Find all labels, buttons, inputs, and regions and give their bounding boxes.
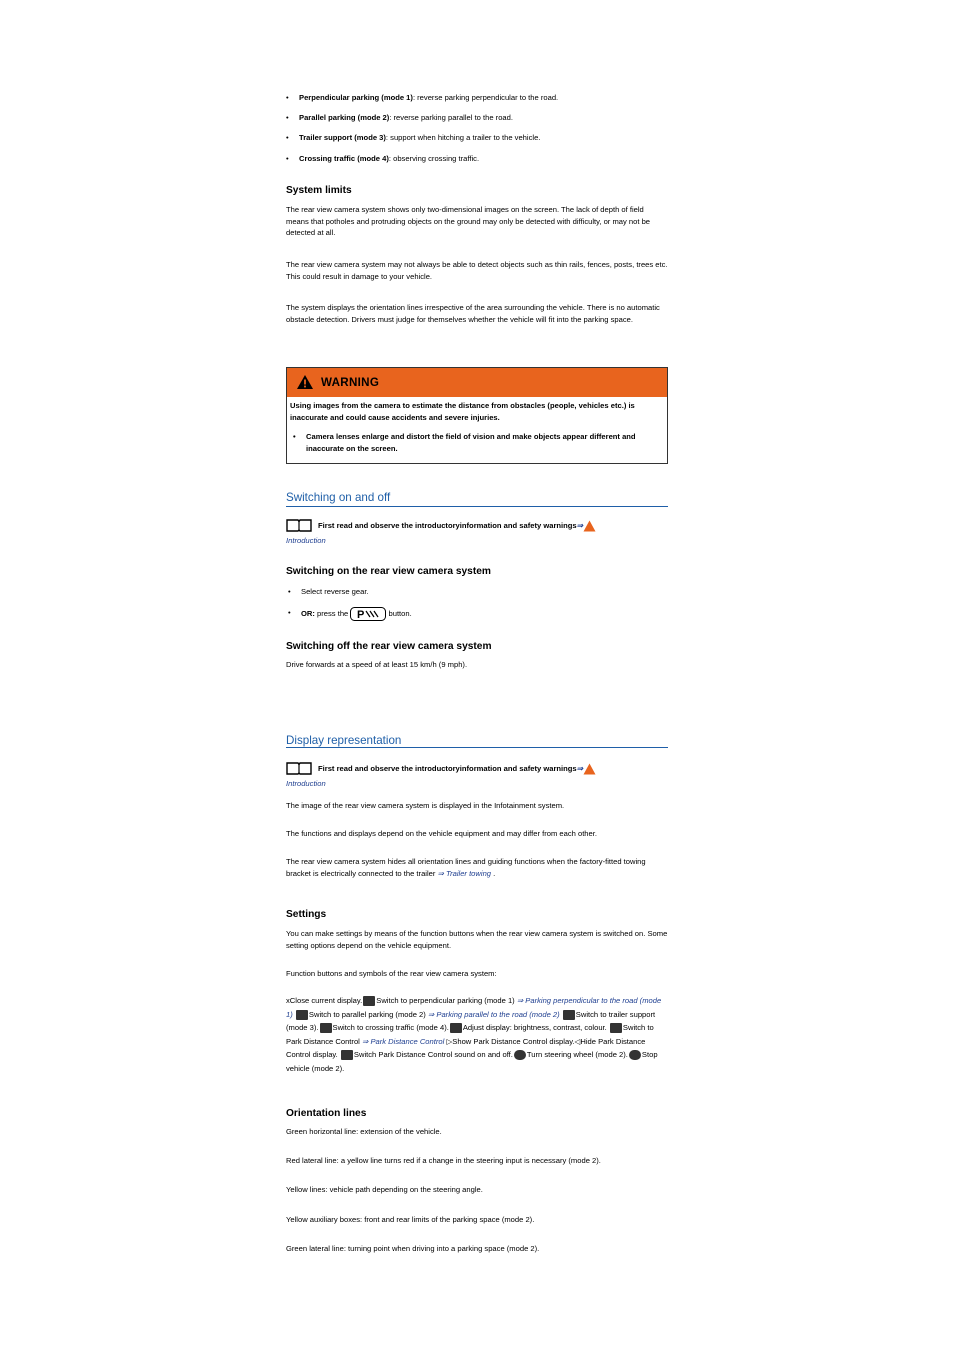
book-icon <box>286 518 312 532</box>
hide-pdc-icon: ◁ <box>574 1036 581 1046</box>
warning-bullet: • Camera lenses enlarge and distort the field of vision and make objects appear different and inaccurate on the screen. <box>293 432 636 453</box>
heading-rule <box>286 506 668 507</box>
warning-label: WARNING <box>321 376 380 389</box>
pdc-link[interactable]: ⇒ Park Distance Control <box>361 1036 445 1046</box>
paragraph: The rear view camera system hides all orientation lines and guiding functions when the factory-fitted towing bracket is electrically connected to the trailer ⇒ Trailer towing . <box>286 857 646 878</box>
paragraph: Red lateral line: a yellow line turns red if a change in the steering input is necessary (mode 2). <box>286 1156 601 1165</box>
paragraph: The rear view camera system shows only two-dimensional images on the screen. The lack of depth of field means that potholes and protruding objects on the ground may only be detected with difficulty, or may not be detected at all. <box>286 205 651 238</box>
svg-text:P: P <box>357 609 365 621</box>
paragraph: Yellow auxiliary boxes: front and rear limits of the parking space (mode 2). <box>286 1215 535 1224</box>
sound-icon <box>341 1050 353 1060</box>
paragraph: The system displays the orientation lines irrespective of the area surrounding the vehicle. There is no automatic obstacle detection. Drivers must judge for themselves whether the vehicle will fit into the parking space. <box>286 303 660 324</box>
trailer-towing-link[interactable]: ⇒ Trailer towing <box>437 868 492 878</box>
mode-icon <box>610 1023 622 1033</box>
paragraph: Green horizontal line: extension of the vehicle. <box>286 1127 442 1136</box>
introduction-link[interactable]: Introduction <box>286 536 326 545</box>
warning-triangle-icon <box>296 374 314 395</box>
mode-icon <box>450 1023 462 1033</box>
paragraph: You can make settings by means of the function buttons when the rear view camera system is switched on. Some setting options depend on the vehicle equipment. <box>286 929 668 950</box>
book-icon <box>286 761 312 775</box>
heading-rule <box>286 747 668 748</box>
section-heading: Orientation lines <box>286 1108 367 1119</box>
introduction-link[interactable]: Introduction <box>286 779 326 788</box>
warning-header <box>287 368 667 397</box>
intro-text: First read and observe the introductoryinformation and safety warnings⇒ <box>318 520 596 532</box>
section-heading: Settings <box>286 909 327 920</box>
mode-icon <box>563 1010 575 1020</box>
mode-icon <box>320 1023 332 1033</box>
paragraph: The image of the rear view camera system is displayed in the Infotainment system. <box>286 801 565 810</box>
section-heading: Switching on and off <box>286 491 391 504</box>
section-heading: Display representation <box>286 734 402 747</box>
section-heading: Switching on the rear view camera system <box>286 566 491 577</box>
section-heading: Switching off the rear view camera system <box>286 641 492 652</box>
mode2-link[interactable]: ⇒ Parking parallel to the road (mode 2) <box>427 1009 560 1019</box>
paragraph: Drive forwards at a speed of at least 15 km/h (9 mph). <box>286 660 468 669</box>
show-pdc-icon: ▷ <box>446 1036 453 1046</box>
warning-triangle-icon <box>583 520 596 532</box>
warning-triangle-icon <box>583 763 596 775</box>
paragraph: Function buttons and symbols of the rear view camera system: <box>286 969 497 978</box>
mode1-link[interactable]: ⇒ Parking perpendicular to the road (mode 1) <box>286 996 662 1019</box>
function-buttons-list: xClose current display. Switch to perpendicular parking (mode 1) ⇒ Parking perpendicular to the road (mode 1) Switch to parallel parking (mode 2) ⇒ Parking parallel to the road (mode 2) Switch to trailer support (mode 3). Switch to crossing traffic (mode 4). Adjust display: brightness, contrast, colour. Switch to Park Distance Control ⇒ Park Distance Control ▷Show Park Distance Control display.◁Hide Park Distance Control display. Switch Park Distance Control sound on and off. Turn steering wheel (mode 2). Stop vehicle (mode 2). <box>286 996 662 1073</box>
intro-text: First read and observe the introductoryinformation and safety warnings⇒ <box>318 763 596 775</box>
section-heading: System limits <box>286 185 352 196</box>
warning-box <box>286 367 668 464</box>
mode-icon <box>363 996 375 1006</box>
steering-wheel-icon <box>514 1050 526 1060</box>
park-assist-button-icon <box>350 609 386 621</box>
paragraph: Yellow lines: vehicle path depending on the steering angle. <box>286 1185 483 1194</box>
mode-icon <box>296 1010 308 1020</box>
paragraph: The functions and displays depend on the vehicle equipment and may differ from each other. <box>286 829 597 838</box>
paragraph: Green lateral line: turning point when driving into a parking space (mode 2). <box>286 1244 540 1253</box>
paragraph: The rear view camera system may not always be able to detect objects such as thin rails, fences, posts, trees etc. This could result in damage to your vehicle. <box>286 260 668 281</box>
warning-text: Using images from the camera to estimate the distance from obstacles (people, vehicles etc.) is inaccurate and could cause accidents and severe injuries. <box>290 401 635 422</box>
stop-icon <box>629 1050 641 1060</box>
